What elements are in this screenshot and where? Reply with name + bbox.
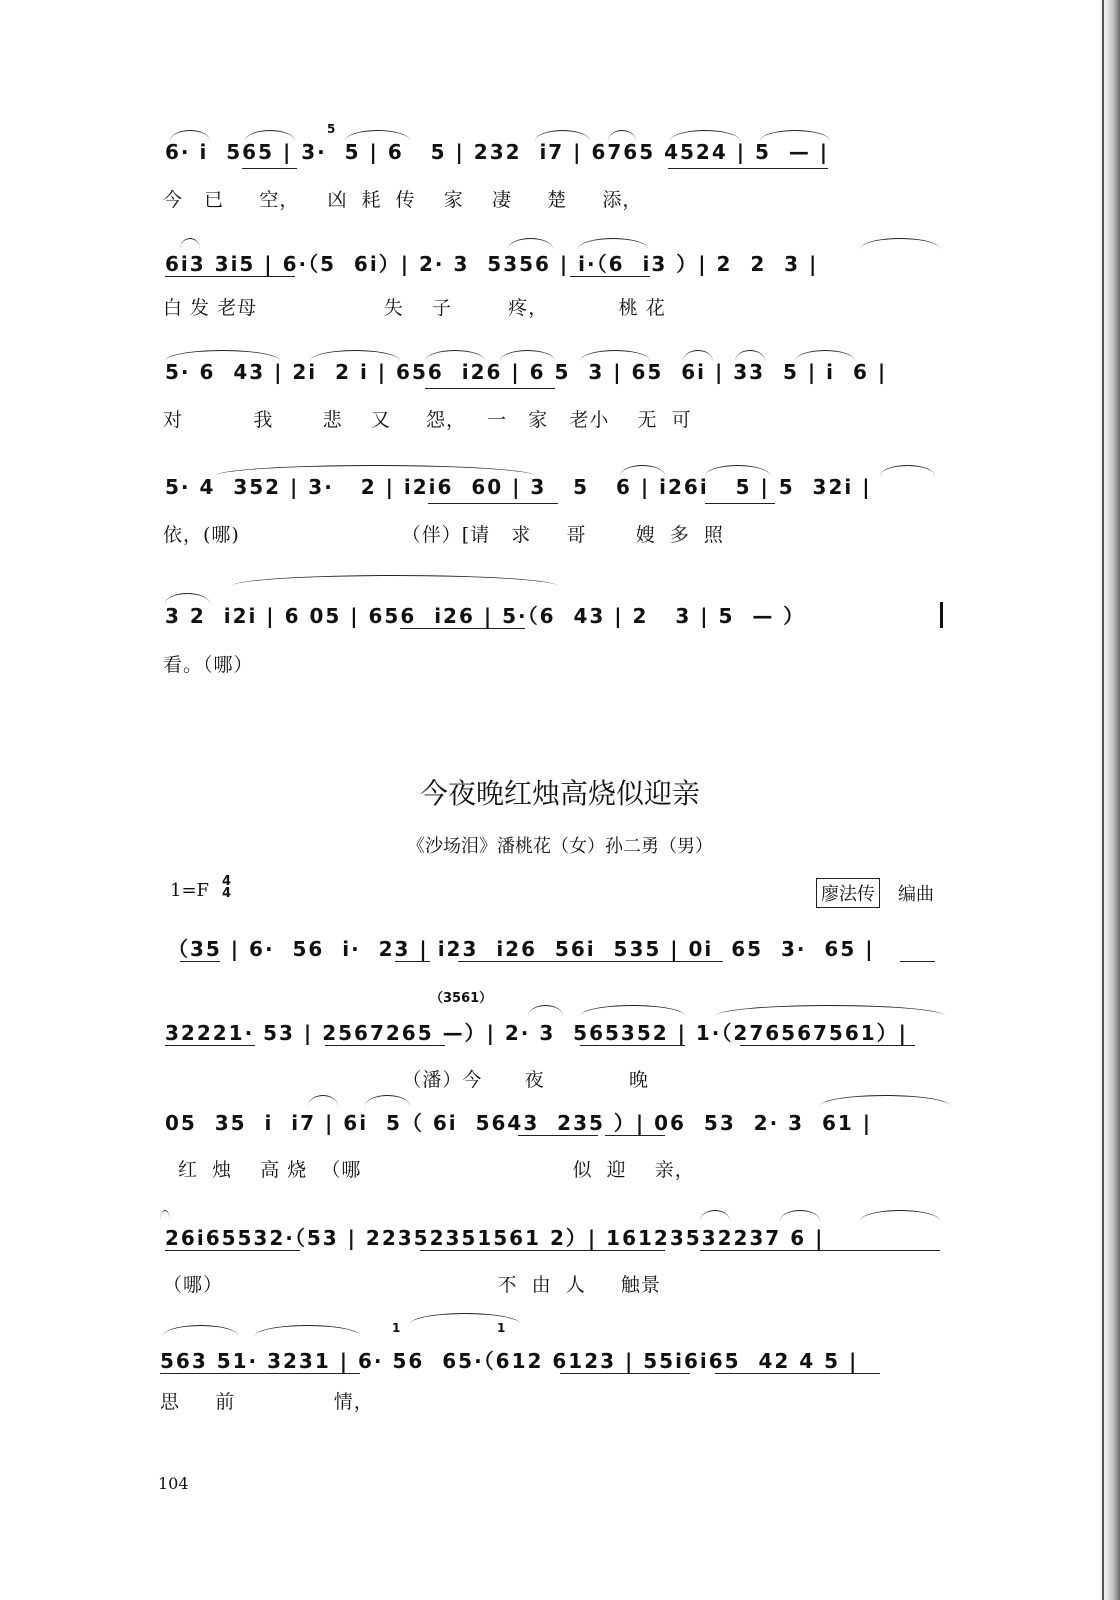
time-signature [222, 876, 231, 900]
slur [528, 1005, 563, 1016]
underline [425, 388, 555, 389]
notation: 5· 6 43 | 2i 2 i | 656 i26 | 6 5 3 | 65 6i | 33 5 | i 6 | [165, 360, 888, 384]
slur [860, 238, 940, 249]
grace-note: 1 [392, 1321, 401, 1335]
slur [580, 1005, 685, 1016]
underline [715, 1373, 880, 1374]
notation: 6i3 3i5 | 6·（5 6i）| 2· 3 5356 | i·（6 i3 ）| 2 2 3 | [165, 252, 819, 276]
slur [365, 1095, 410, 1106]
underline [428, 503, 558, 504]
key-signature: 1=F [170, 880, 210, 901]
underline [395, 961, 430, 962]
slur [715, 1005, 945, 1016]
slur [860, 1210, 940, 1221]
lyrics: 看。（哪） [163, 654, 254, 676]
notation: 3 2 i2i | 6 05 | 656 i26 | 5·（6 43 | 2 3 | 5 — ） [165, 604, 806, 628]
underline [165, 1045, 255, 1046]
page-number: 104 [158, 1474, 189, 1493]
underline [458, 961, 723, 962]
underline [400, 628, 525, 629]
notation: 26i65532·（53 | 22352351561 2）| 16123532237 6 | [165, 1226, 825, 1250]
grace-note: 1 [497, 1321, 506, 1335]
underline [580, 1045, 685, 1046]
slur [255, 1325, 360, 1336]
lyrics: （哪） 不 由 人 触景 [163, 1274, 661, 1296]
slur [308, 1095, 338, 1106]
underline [180, 961, 220, 962]
underline [740, 1045, 915, 1046]
final-barline [940, 602, 943, 628]
underline [420, 1250, 665, 1251]
notation: 05 35 i i7 | 6i 5（ 6i 5643 235 ）| 06 53 2· 3 61 | [165, 1111, 873, 1135]
underline [900, 961, 935, 962]
underline [242, 168, 297, 169]
slur [410, 1313, 520, 1324]
slur [160, 1210, 170, 1221]
lyrics: 思 前 情， [160, 1391, 374, 1413]
underline [668, 168, 828, 169]
notation: 6· i 565 | 3· 5 | 6 5 | 232 i7 | 6765 4524 | 5 — | [165, 140, 830, 164]
lyrics: （潘）今 夜 晚 [163, 1069, 650, 1091]
slur [163, 1325, 238, 1336]
underline [605, 1135, 665, 1136]
lyrics: 白 发 老母 失 子 疼， 桃 花 [163, 297, 666, 319]
song-title: 今夜晚红烛高烧似迎亲 [419, 777, 700, 810]
grace-notes: （3561） [430, 991, 493, 1006]
lyrics: 对 我 悲 又 怨， 一 家 老小 无 可 [163, 409, 692, 431]
composer-name: 廖法传 [816, 878, 880, 908]
grace-note: 5 [327, 122, 336, 136]
underline [705, 503, 775, 504]
underline [560, 1373, 690, 1374]
song-subtitle: 《沙场泪》潘桃花（女）孙二勇（男） [407, 836, 713, 857]
composer-role: 编曲 [898, 884, 934, 905]
slur [232, 575, 557, 586]
notation: 32221· 53 | 2567265 —）| 2· 3 565352 | 1·（276567561）| [165, 1021, 908, 1045]
underline [165, 276, 295, 277]
notation: （35 | 6· 56 i· 23 | i23 i26 56i 535 | 0i 65 3· 65 | [168, 937, 875, 961]
lyrics: 红 烛 高 烧 （哪 似 迎 亲， [178, 1159, 695, 1181]
underline [700, 1250, 940, 1251]
notation: 5· 4 352 | 3· 2 | i2i6 60 | 3 5 6 | i26i 5 | 5 32i | [165, 475, 872, 499]
underline [570, 276, 650, 277]
slur [780, 1210, 820, 1221]
time-top: 4 [222, 874, 232, 889]
lyrics: 今 已 空， 凶 耗 传 家 凄 楚 添， [163, 189, 643, 211]
slur [700, 1210, 730, 1221]
lyrics: 依，(哪) （伴）[请 求 哥 嫂 多 照 [163, 524, 724, 546]
underline [160, 1373, 360, 1374]
underline [518, 1135, 598, 1136]
underline [165, 1250, 300, 1251]
time-bottom: 4 [222, 886, 232, 901]
notation: 563 51· 3231 | 6· 56 65·（612 6123 | 55i6i65 42 4 5 | [160, 1349, 859, 1373]
slur [880, 465, 935, 476]
slur [820, 1095, 950, 1106]
underline [325, 1045, 445, 1046]
